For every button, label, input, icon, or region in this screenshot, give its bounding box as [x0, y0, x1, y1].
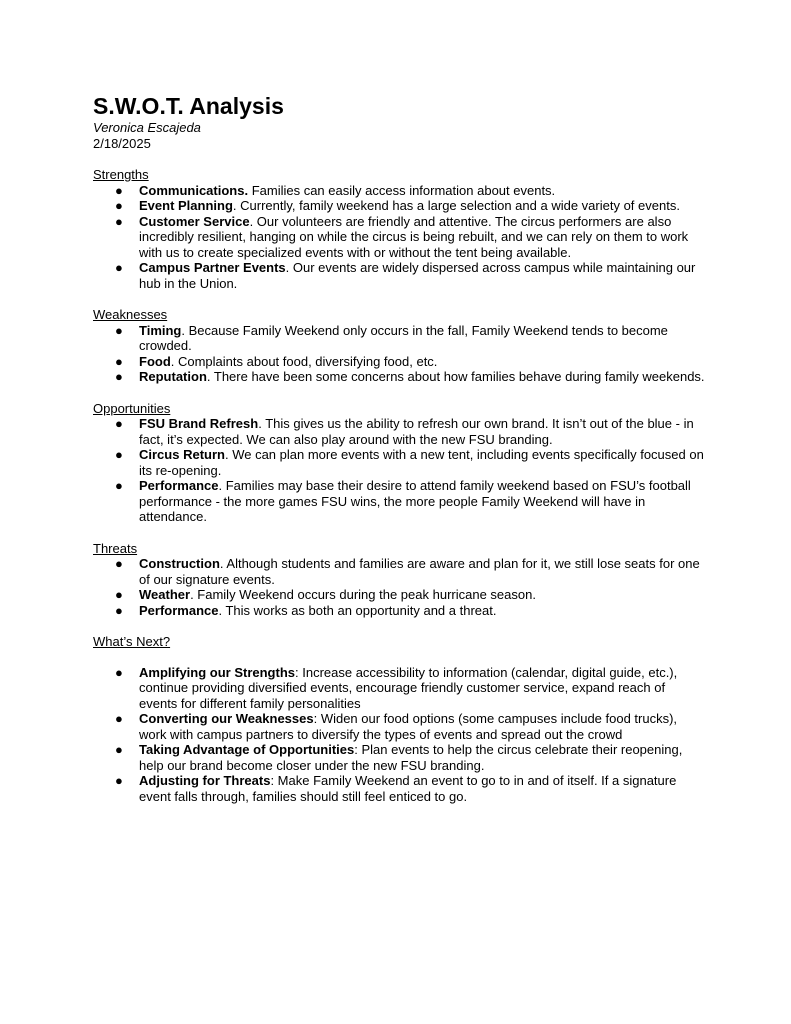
- bullet-icon: ●: [115, 260, 123, 275]
- bullet-icon: ●: [115, 711, 123, 726]
- bullet-icon: ●: [115, 447, 123, 462]
- list-item: [93, 214, 705, 261]
- item-text: . Currently, family weekend has a large selection and a wide variety of events.: [232, 198, 680, 213]
- item-text: . Family Weekend occurs during the peak hurricane season.: [190, 587, 536, 602]
- bullet-icon: ●: [115, 416, 123, 431]
- item-term: Reputation: [139, 369, 207, 384]
- list-item: [93, 742, 705, 773]
- item-text: . Families may base their desire to attend family weekend based on FSU’s football performance - the more games FSU wins, the more people Family Weekend will have in attendance.: [139, 478, 691, 524]
- bullet-icon: ●: [115, 322, 123, 338]
- item-term: Campus Partner Events: [139, 260, 286, 275]
- item-text: : Plan events to help the circus celebrate their reopening, help our brand become closer under the new FSU branding.: [139, 742, 683, 773]
- list-item: [93, 198, 705, 214]
- item-term: Timing: [139, 322, 182, 338]
- item-term: FSU Brand Refresh: [139, 416, 259, 431]
- whats-next-section: [93, 634, 705, 804]
- item-term: Food: [139, 353, 171, 369]
- item-term: Converting our Weaknesses: [139, 711, 314, 726]
- strengths-list: [93, 183, 705, 292]
- item-text: . Our volunteers are friendly and attentive. The circus performers are also incredibly resilient, hanging on while the circus is being rebuilt, and we can rely on them to work with us to create specialized events with or without the tent being available.: [139, 213, 689, 260]
- list-item: [93, 260, 705, 291]
- list-item: [93, 603, 705, 619]
- list-item: [93, 416, 705, 447]
- bullet-icon: ●: [115, 198, 123, 213]
- spacer: [93, 650, 705, 665]
- item-term: Circus Return: [139, 447, 225, 462]
- item-text: . Because Family Weekend only occurs in the fall, Family Weekend tends to become crowded.: [139, 322, 668, 353]
- threats-section: [93, 541, 705, 619]
- list-item: [93, 369, 705, 385]
- item-text: : Increase accessibility to information (calendar, digital guide, etc.), continue providing diversified events, encourage friendly customer service, expand reach of events for different family personalities: [139, 664, 678, 711]
- spacer: [93, 291, 705, 307]
- document-page: [93, 92, 705, 804]
- item-text: : Widen our food options (some campuses include food trucks), work with campus partners to diversify the types of events and spread out the crowd: [139, 711, 678, 742]
- bullet-icon: ●: [115, 182, 123, 198]
- spacer: [93, 385, 705, 401]
- bullet-icon: ●: [115, 602, 123, 618]
- item-text: . Although students and families are aware and plan for it, we still lose seats for one of our signature events.: [139, 556, 700, 587]
- item-term: Weather: [139, 587, 191, 602]
- list-item: [93, 323, 705, 354]
- author-name: Veronica Escajeda: [93, 120, 201, 135]
- item-term: Communications.: [139, 182, 249, 198]
- strengths-section: [93, 167, 705, 291]
- section-heading-opportunities: Opportunities: [93, 400, 171, 416]
- opportunities-section: [93, 401, 705, 525]
- item-term: Amplifying our Strengths: [139, 664, 295, 680]
- bullet-icon: ●: [115, 742, 123, 757]
- item-term: Event Planning: [139, 198, 233, 213]
- list-item: [93, 478, 705, 525]
- document-title: S.W.O.T. Analysis: [93, 93, 284, 119]
- weaknesses-list: [93, 323, 705, 385]
- opportunities-list: [93, 416, 705, 525]
- item-text: . Complaints about food, diversifying food, etc.: [170, 353, 438, 369]
- list-item: [93, 354, 705, 370]
- list-item: [93, 447, 705, 478]
- bullet-icon: ●: [115, 213, 123, 229]
- section-heading-strengths: Strengths: [93, 167, 149, 182]
- threats-list: [93, 556, 705, 618]
- item-term: Performance: [139, 478, 219, 493]
- section-heading-whats-next: What’s Next?: [93, 634, 171, 649]
- spacer: [93, 618, 705, 634]
- bullet-icon: ●: [115, 353, 123, 369]
- item-text: . Our events are widely dispersed across campus while maintaining our hub in the Union.: [139, 260, 696, 291]
- weaknesses-section: [93, 307, 705, 385]
- item-text: . There have been some concerns about how families behave during family weekends.: [206, 369, 705, 384]
- item-text: Families can easily access information about events.: [248, 182, 556, 198]
- list-item: [93, 556, 705, 587]
- item-term: Customer Service: [139, 213, 250, 229]
- item-term: Adjusting for Threats: [139, 773, 271, 788]
- item-text: . This works as both an opportunity and a threat.: [218, 602, 497, 618]
- item-text: : Make Family Weekend an event to go to in and of itself. If a signature event falls through, families should still feel enticed to go.: [139, 773, 677, 804]
- item-term: Construction: [139, 556, 220, 571]
- list-item: [93, 773, 705, 804]
- item-text: . This gives us the ability to refresh our own brand. It isn’t out of the blue - in fact, it’s expected. We can also play around with the new FSU branding.: [139, 416, 694, 447]
- spacer: [93, 525, 705, 541]
- section-heading-threats: Threats: [93, 540, 138, 556]
- bullet-icon: ●: [115, 369, 123, 384]
- document-date: 2/18/2025: [93, 135, 151, 151]
- section-heading-weaknesses: Weaknesses: [93, 307, 168, 322]
- whats-next-list: [93, 665, 705, 805]
- bullet-icon: ●: [115, 478, 123, 493]
- list-item: [93, 711, 705, 742]
- list-item: [93, 183, 705, 199]
- bullet-icon: ●: [115, 556, 123, 571]
- bullet-icon: ●: [115, 773, 123, 788]
- list-item: [93, 665, 705, 712]
- item-term: Taking Advantage of Opportunities: [139, 742, 355, 757]
- bullet-icon: ●: [115, 664, 123, 680]
- bullet-icon: ●: [115, 587, 123, 602]
- item-text: . We can plan more events with a new tent, including events specifically focused on its re-opening.: [139, 447, 704, 478]
- item-term: Performance: [139, 602, 219, 618]
- list-item: [93, 587, 705, 603]
